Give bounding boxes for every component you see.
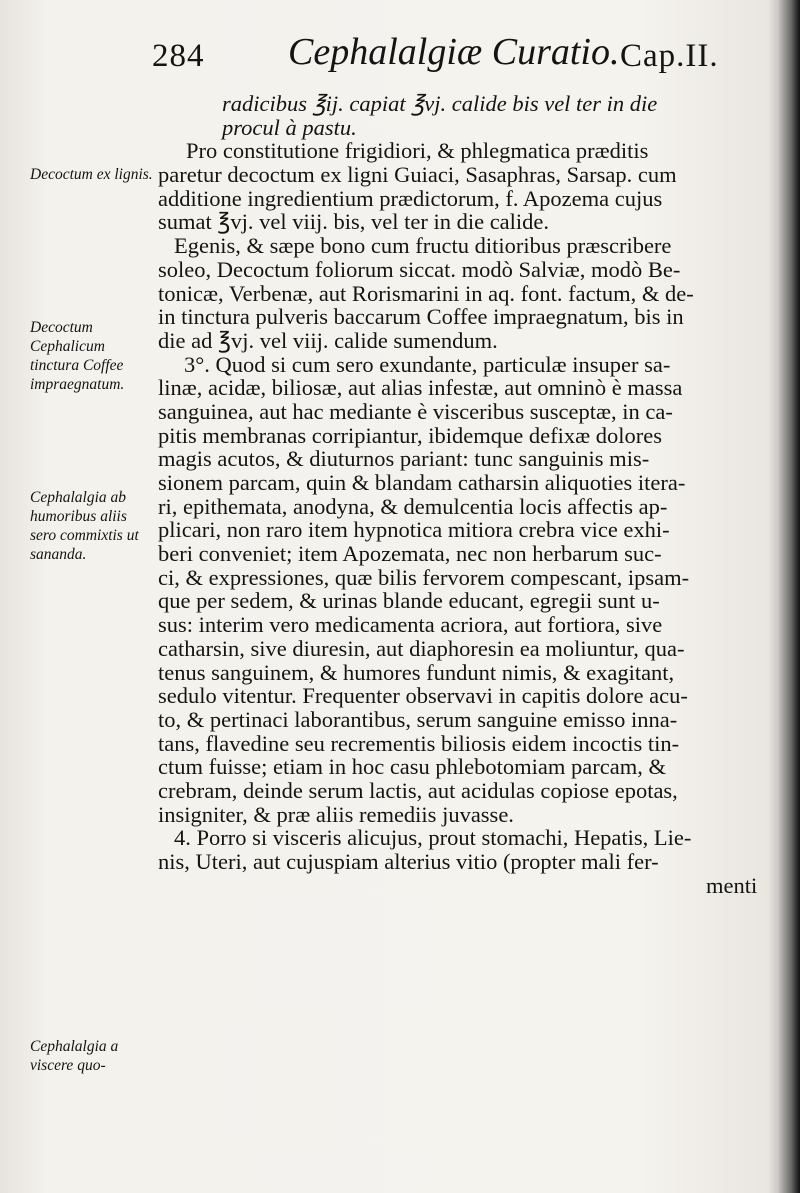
text-line: crebram, deinde serum lactis, aut acidulas copiose epotas, [158, 777, 678, 803]
text-line: in tinctura pulveris baccarum Coffee impraegnatum, bis in [158, 304, 684, 330]
text-line: 3°. Quod si cum sero exundante, particulæ insuper sa- [184, 351, 671, 377]
text-line: linæ, acidæ, biliosæ, aut alias infestæ, aut omninò è massa [158, 375, 683, 401]
running-title: Cephalalgiæ Curatio. [288, 31, 620, 73]
text-line: insigniter, & præ aliis remediis juvasse. [158, 801, 514, 827]
text-line: ci, & expressiones, quæ bilis fervorem compescant, ipsam- [158, 564, 690, 590]
text-line: paretur decoctum ex ligni Guiaci, Sasaphras, Sarsap. cum [158, 162, 677, 188]
text-line: tans, flavedine seu recrementis biliosis eidem incoctis tin- [158, 730, 680, 756]
text-line: tonicæ, Verbenæ, aut Rorismarini in aq. font. factum, & de- [158, 280, 694, 306]
text-line: que per sedem, & urinas blande educant, egregii sunt u- [158, 588, 660, 614]
text-line: soleo, Decoctum foliorum siccat. modò Salviæ, modò Be- [158, 256, 681, 282]
text-line: menti [706, 872, 758, 898]
text-line: sedulo vitentur. Frequenter observavi in capitis dolore acu- [158, 683, 688, 709]
running-header [0, 30, 800, 90]
text-line: sumat ℥vj. vel viij. bis, vel ter in die calide. [158, 209, 550, 235]
text-line: additione ingredientium prædictorum, f. Apozema cujus [158, 185, 663, 211]
text-line: plicari, non raro item hypnotica mitiora crebra vice exhi- [158, 517, 670, 543]
text-line: Pro constitutione frigidiori, & phlegmatica præditis [186, 138, 649, 164]
text-line: ri, epithemata, anodyna, & demulcentia locis affectis ap- [158, 493, 668, 519]
text-line: sus: interim vero medicamenta acriora, aut fortiora, sive [158, 612, 663, 638]
body-text [158, 92, 768, 897]
text-line: die ad ℥vj. vel viij. calide sumendum. [158, 327, 498, 353]
spine-shadow [778, 0, 800, 1193]
text-line: beri conveniet; item Apozemata, nec non herbarum suc- [158, 541, 662, 567]
margin-note-decoctum-cephalicum: Decoctum Cephalicum tinctura Coffee impraegnatum. [30, 319, 125, 393]
text-line: 4. Porro si visceris alicujus, prout stomachi, Hepatis, Lie- [174, 825, 692, 851]
margin-note-cephalalgia-viscere: Cephalalgia a viscere quo- [30, 1038, 119, 1074]
text-line: sanguinea, aut hac mediante è visceribus susceptæ, in ca- [158, 398, 673, 424]
text-line: ctum fuisse; etiam in hoc casu phlebotomiam parcam, & [158, 754, 666, 780]
text-line: radicibus ℥ij. capiat ℥vj. calide bis vel ter in die [222, 91, 658, 116]
text-line: sionem parcam, quin & blandam catharsin aliquoties itera- [158, 470, 686, 495]
text-line: to, & pertinaci laborantibus, serum sanguine emisso inna- [158, 706, 678, 732]
text-line: tenus sanguinem, & humores fundunt nimis, & exagitant, [158, 659, 675, 685]
text-line: catharsin, sive diuresin, aut diaphoresin ea moliuntur, qua- [158, 635, 685, 661]
page-number: 284 [152, 38, 205, 74]
text-line: Egenis, & sæpe bono cum fructu ditioribus præscribere [174, 233, 672, 259]
text-line: pitis membranas corripiantur, ibidemque defixæ dolores [158, 422, 662, 448]
margin-note-cephalalgia-humoribus: Cephalalgia ab humoribus aliis sero commixtis ut sananda. [30, 489, 139, 563]
chapter-label: Cap.II. [620, 38, 719, 74]
text-line: procul à pastu. [222, 114, 357, 140]
text-line: nis, Uteri, aut cujuspiam alterius vitio (propter mali fer- [158, 849, 659, 874]
text-line: magis acutos, & diuturnos pariant: tunc sanguinis mis- [158, 446, 650, 472]
margin-note-decoctum-lignis: Decoctum ex lignis. [30, 166, 153, 183]
